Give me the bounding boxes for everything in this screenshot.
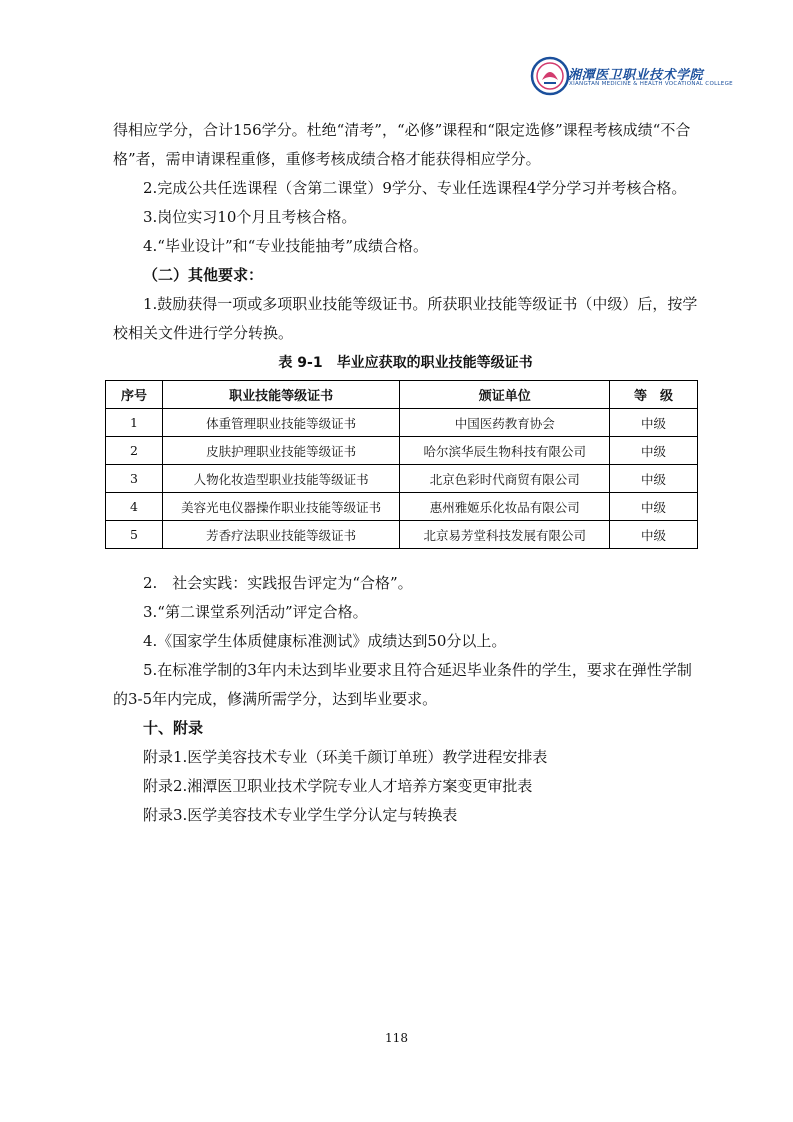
cell-index: 3: [106, 465, 163, 493]
table-row: [106, 493, 698, 521]
paragraph-second-classroom: 3.“第二课堂系列活动”评定合格。: [143, 603, 368, 621]
appendix-item: 附录2.湘潭医卫职业技术学院专业人才培养方案变更审批表: [143, 777, 533, 795]
header-issuer: 颁证单位: [400, 381, 610, 409]
college-name-en: XIANGTAN MEDICINE & HEALTH VOCATIONAL COLLEGE: [569, 81, 733, 87]
cell-index: 5: [106, 521, 163, 549]
certificate-table: [105, 380, 698, 549]
paragraph-internship: 3.岗位实习10个月且考核合格。: [143, 208, 357, 226]
cell-issuer: 北京色彩时代商贸有限公司: [400, 465, 610, 493]
appendix-item: 附录1.医学美容技术专业（环美千颜订单班）教学进程安排表: [143, 748, 548, 766]
section-heading-other: （二）其他要求：: [143, 266, 264, 284]
header-certificate: 职业技能等级证书: [162, 381, 400, 409]
paragraph-physical-test: 4.《国家学生体质健康标准测试》成绩达到50分以上。: [143, 632, 507, 650]
cell-issuer: 惠州雅姬乐化妆品有限公司: [400, 493, 610, 521]
paragraph-social-practice: 2. 社会实践：实践报告评定为“合格”。: [143, 574, 413, 592]
table-row: [106, 465, 698, 493]
cell-index: 1: [106, 409, 163, 437]
appendix-item: 附录3.医学美容技术专业学生学分认定与转换表: [143, 806, 458, 824]
paragraph-certificates: 1.鼓励获得一项或多项职业技能等级证书。所获职业技能等级证书（中级）后，按学校相关文件进行学分转换。: [113, 295, 698, 342]
table-row: [106, 521, 698, 549]
document-body: [113, 116, 698, 830]
cell-issuer: 北京易芳堂科技发展有限公司: [400, 521, 610, 549]
paragraph-elective: 2.完成公共任选课程（含第二课堂）9学分、专业任选课程4学分学习并考核合格。: [143, 179, 687, 197]
cell-issuer: 哈尔滨华辰生物科技有限公司: [400, 437, 610, 465]
cell-certificate: 芳香疗法职业技能等级证书: [162, 521, 400, 549]
cell-certificate: 人物化妆造型职业技能等级证书: [162, 465, 400, 493]
cell-index: 4: [106, 493, 163, 521]
header-index: 序号: [106, 381, 163, 409]
section-heading-appendix: 十、附录: [143, 719, 204, 737]
cell-certificate: 美容光电仪器操作职业技能等级证书: [162, 493, 400, 521]
table-header-row: [106, 381, 698, 409]
cell-level: 中级: [610, 493, 698, 521]
cell-certificate: 皮肤护理职业技能等级证书: [162, 437, 400, 465]
paragraph-graduation-design: 4.“毕业设计”和“专业技能抽考”成绩合格。: [143, 237, 428, 255]
paragraph-credits: 得相应学分，合计156学分。杜绝“清考”，“必修”课程和“限定选修”课程考核成绩“不合格”者，需申请课程重修，重修考核成绩合格才能获得相应学分。: [113, 121, 691, 168]
college-name: 湘潭医卫职业技术学院: [568, 68, 704, 83]
table-row: [106, 409, 698, 437]
table-row: [106, 437, 698, 465]
cell-certificate: 体重管理职业技能等级证书: [162, 409, 400, 437]
cell-level: 中级: [610, 465, 698, 493]
paragraph-flexible-schooling: 5.在标准学制的3年内未达到毕业要求且符合延迟毕业条件的学生，要求在弹性学制的3-5年内完成，修满所需学分，达到毕业要求。: [113, 661, 692, 708]
table-caption: 表 9-1 毕业应获取的职业技能等级证书: [278, 355, 533, 371]
cell-issuer: 中国医药教育协会: [400, 409, 610, 437]
cell-level: 中级: [610, 437, 698, 465]
cell-index: 2: [106, 437, 163, 465]
cell-level: 中级: [610, 521, 698, 549]
header-level: 等 级: [610, 381, 698, 409]
cell-level: 中级: [610, 409, 698, 437]
page-number: 118: [385, 1031, 408, 1045]
